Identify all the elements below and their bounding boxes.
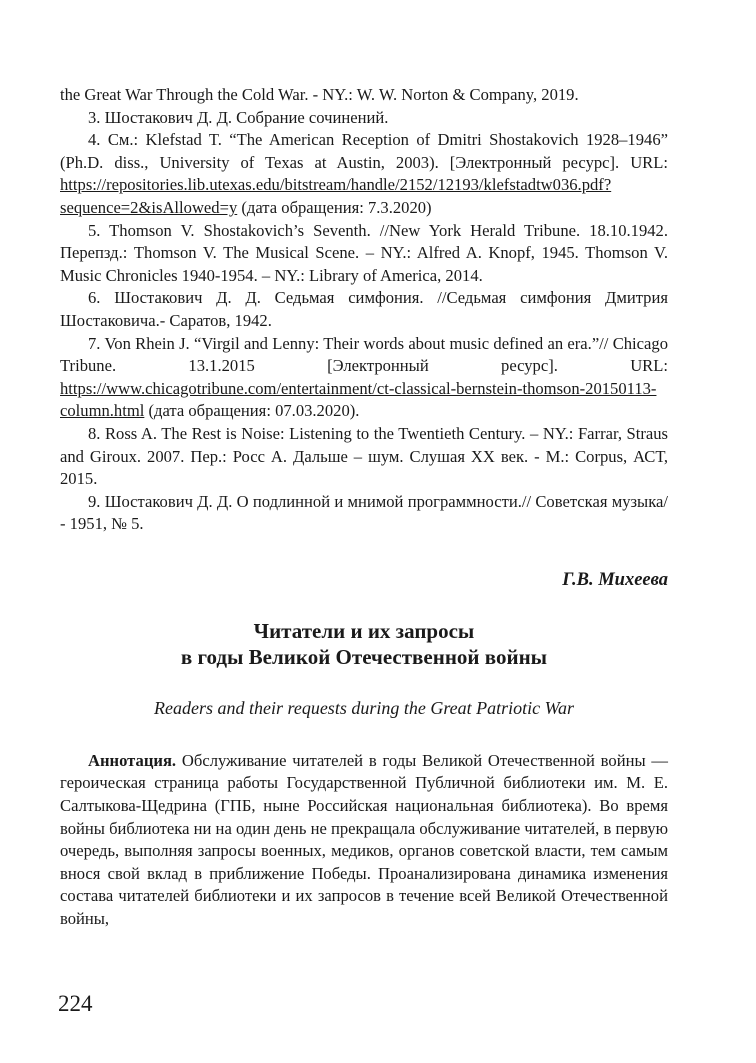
reference-text: 5. Thomson V. Shostakovich’s Seventh. //New York Herald Tribune. 18.10.1942. Перепзд.: Thomson V. The Musical Scene. – NY.: Alfred A. Knopf, 1945. Thomson V. Music Chronicles 1940-1954. – NY.: Library of America, 2014.	[60, 220, 668, 285]
reference-6	[60, 287, 668, 332]
reference-5	[60, 220, 668, 288]
reference-access-date: (дата обращения: 7.3.2020)	[237, 197, 432, 217]
reference-text: 6. Шостакович Д. Д. Седьмая симфония. //Седьмая симфония Дмитрия Шостаковича.- Саратов, 1942.	[60, 288, 668, 330]
reference-7-url-link[interactable]: https://www.chicagotribune.com/entertainment/ct-classical-bernstein-thomson-20150113-column.html	[60, 378, 657, 421]
reference-text: the Great War Through the Cold War. - NY.: W. W. Norton & Company, 2019.	[60, 85, 579, 104]
article-author: Г.В. Михеева	[562, 569, 668, 590]
reference-3	[60, 107, 668, 130]
reference-text: 7. Von Rhein J. “Virgil and Lenny: Their words about music defined an era.”// Chicago Tribune. 13.1.2015 [Электронный ресурс]. URL:	[60, 333, 668, 376]
abstract-paragraph	[60, 750, 668, 931]
page-content	[60, 84, 668, 931]
reference-continuation	[60, 84, 668, 107]
reference-7	[60, 333, 668, 423]
page-number: 224	[58, 991, 93, 1016]
reference-text: 4. См.: Klefstad T. “The American Reception of Dmitri Shostakovich 1928–1946” (Ph.D. diss., University of Texas at Austin, 2003). [Электронный ресурс]. URL:	[60, 130, 668, 172]
reference-8	[60, 423, 668, 491]
reference-text: 8. Ross A. The Rest is Noise: Listening to the Twentieth Century. – NY.: Farrar, Straus and Giroux. 2007. Пер.: Росс А. Дальше – шум. Слушая XX век. - М.: Corpus, АСТ, 2015.	[60, 423, 668, 489]
references-list	[60, 84, 668, 536]
reference-text: 3. Шостакович Д. Д. Собрание сочинений.	[88, 107, 389, 127]
article-subtitle-english: Readers and their requests during the Great Patriotic War	[154, 697, 574, 718]
article-title-line-1: Читатели и их запросы	[253, 618, 475, 643]
reference-text: 9. Шостакович Д. Д. О подлинной и мнимой программности.// Советская музыка/ - 1951, № 5.	[60, 491, 668, 534]
article-title	[60, 618, 668, 670]
abstract-text: Обслуживание читателей в годы Великой Отечественной войны — героическая страница работы Государственной Публичной библиотеки им. М. Е. Салтыкова-Щедрина (ГПБ, ныне Российская национальная библиотека). Во время войны библиотека ни на один день не прекращала обслуживание читателей, в первую очередь, выполняя запросы военных, медиков, органов советской власти, тем самым внося свой вклад в приближение Победы. Проанализирована динамика изменения состава читателей библиотеки и их запросов в течение всей Великой Отечественной войны,	[60, 750, 668, 929]
reference-4	[60, 129, 668, 219]
reference-access-date: (дата обращения: 07.03.2020).	[144, 401, 360, 421]
reference-9	[60, 491, 668, 536]
abstract-label: Аннотация.	[88, 750, 177, 770]
reference-4-url-link[interactable]: https://repositories.lib.utexas.edu/bitstream/handle/2152/12193/klefstadtw036.pdf?sequence=2&isAllowed=y	[60, 175, 612, 217]
article-title-line-2: в годы Великой Отечественной войны	[180, 644, 548, 669]
